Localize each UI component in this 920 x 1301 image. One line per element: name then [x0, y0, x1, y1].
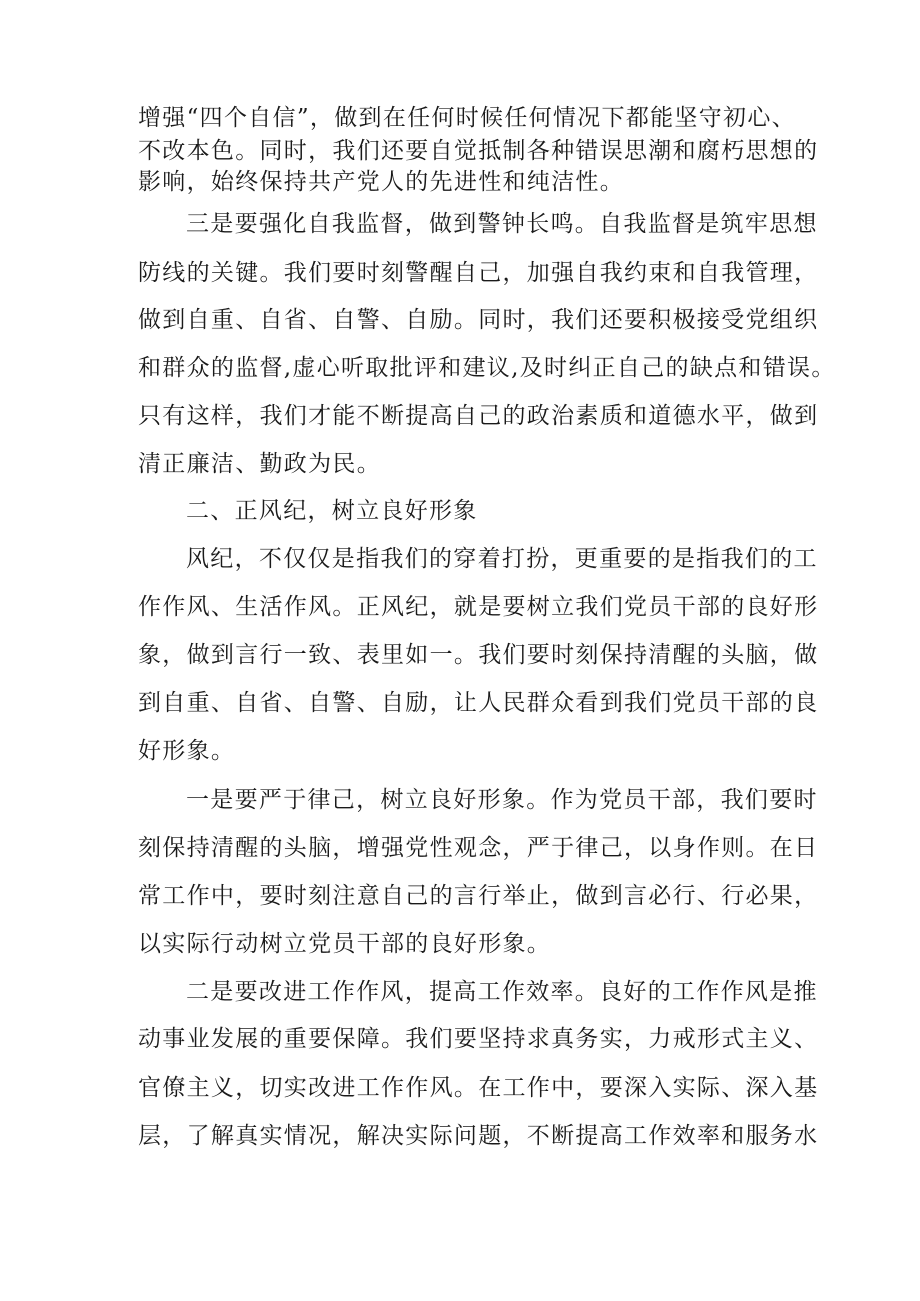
- text-line: 只有这样，我们才能不断提高自己的政治素质和道德水平，做到: [138, 403, 819, 429]
- text-line: 官僚主义，切实改进工作作风。在工作中，要深入实际、深入基: [138, 1075, 819, 1101]
- text-line: 以实际行动树立党员干部的良好形象。: [138, 931, 552, 957]
- text-line: 动事业发展的重要保障。我们要坚持求真务实，力戒形式主义、: [138, 1026, 819, 1052]
- paragraph-start-line: 三是要强化自我监督，做到警钟长鸣。自我监督是筑牢思想: [186, 211, 818, 237]
- text-line: 作作风、生活作风。正风纪，就是要树立我们党员干部的良好形: [138, 594, 819, 620]
- text-line: 好形象。: [138, 738, 236, 764]
- paragraph-start-line: 一是要严于律己，树立良好形象。作为党员干部，我们要时: [186, 787, 818, 813]
- text-line: 象，做到言行一致、表里如一。我们要时刻保持清醒的头脑，做: [138, 642, 819, 668]
- text-line: 不改本色。同时，我们还要自觉抵制各种错误思潮和腐朽思想的: [138, 138, 819, 164]
- text-line: 影响，始终保持共产党人的先进性和纯洁性。: [138, 169, 624, 195]
- paragraph-start-line: 风纪，不仅仅是指我们的穿着打扮，更重要的是指我们的工: [186, 546, 818, 572]
- paragraph-start-line: 二是要改进工作作风，提高工作效率。良好的工作作风是推: [186, 979, 818, 1005]
- text-line: 做到自重、自省、自警、自励。同时，我们还要积极接受党组织: [138, 307, 819, 333]
- text-line: 清正廉洁、勤政为民。: [138, 451, 381, 477]
- text-line: 常工作中，要时刻注意自己的言行举止，做到言必行、行必果，: [138, 883, 819, 909]
- section-heading: 二、正风纪，树立良好形象: [186, 498, 478, 524]
- text-line: 增强“四个自信”，做到在任何时候任何情况下都能坚守初心、: [138, 105, 796, 131]
- text-line: 刻保持清醒的头脑，增强党性观念，严于律己，以身作则。在日: [138, 835, 819, 861]
- text-line: 层，了解真实情况，解决实际问题，不断提高工作效率和服务水: [138, 1123, 819, 1149]
- text-line: 防线的关键。我们要时刻警醒自己，加强自我约束和自我管理，: [138, 260, 819, 286]
- text-line: 到自重、自省、自警、自励，让人民群众看到我们党员干部的良: [138, 690, 819, 716]
- text-line: 和群众的监督,虚心听取批评和建议,及时纠正自己的缺点和错误。: [138, 355, 836, 381]
